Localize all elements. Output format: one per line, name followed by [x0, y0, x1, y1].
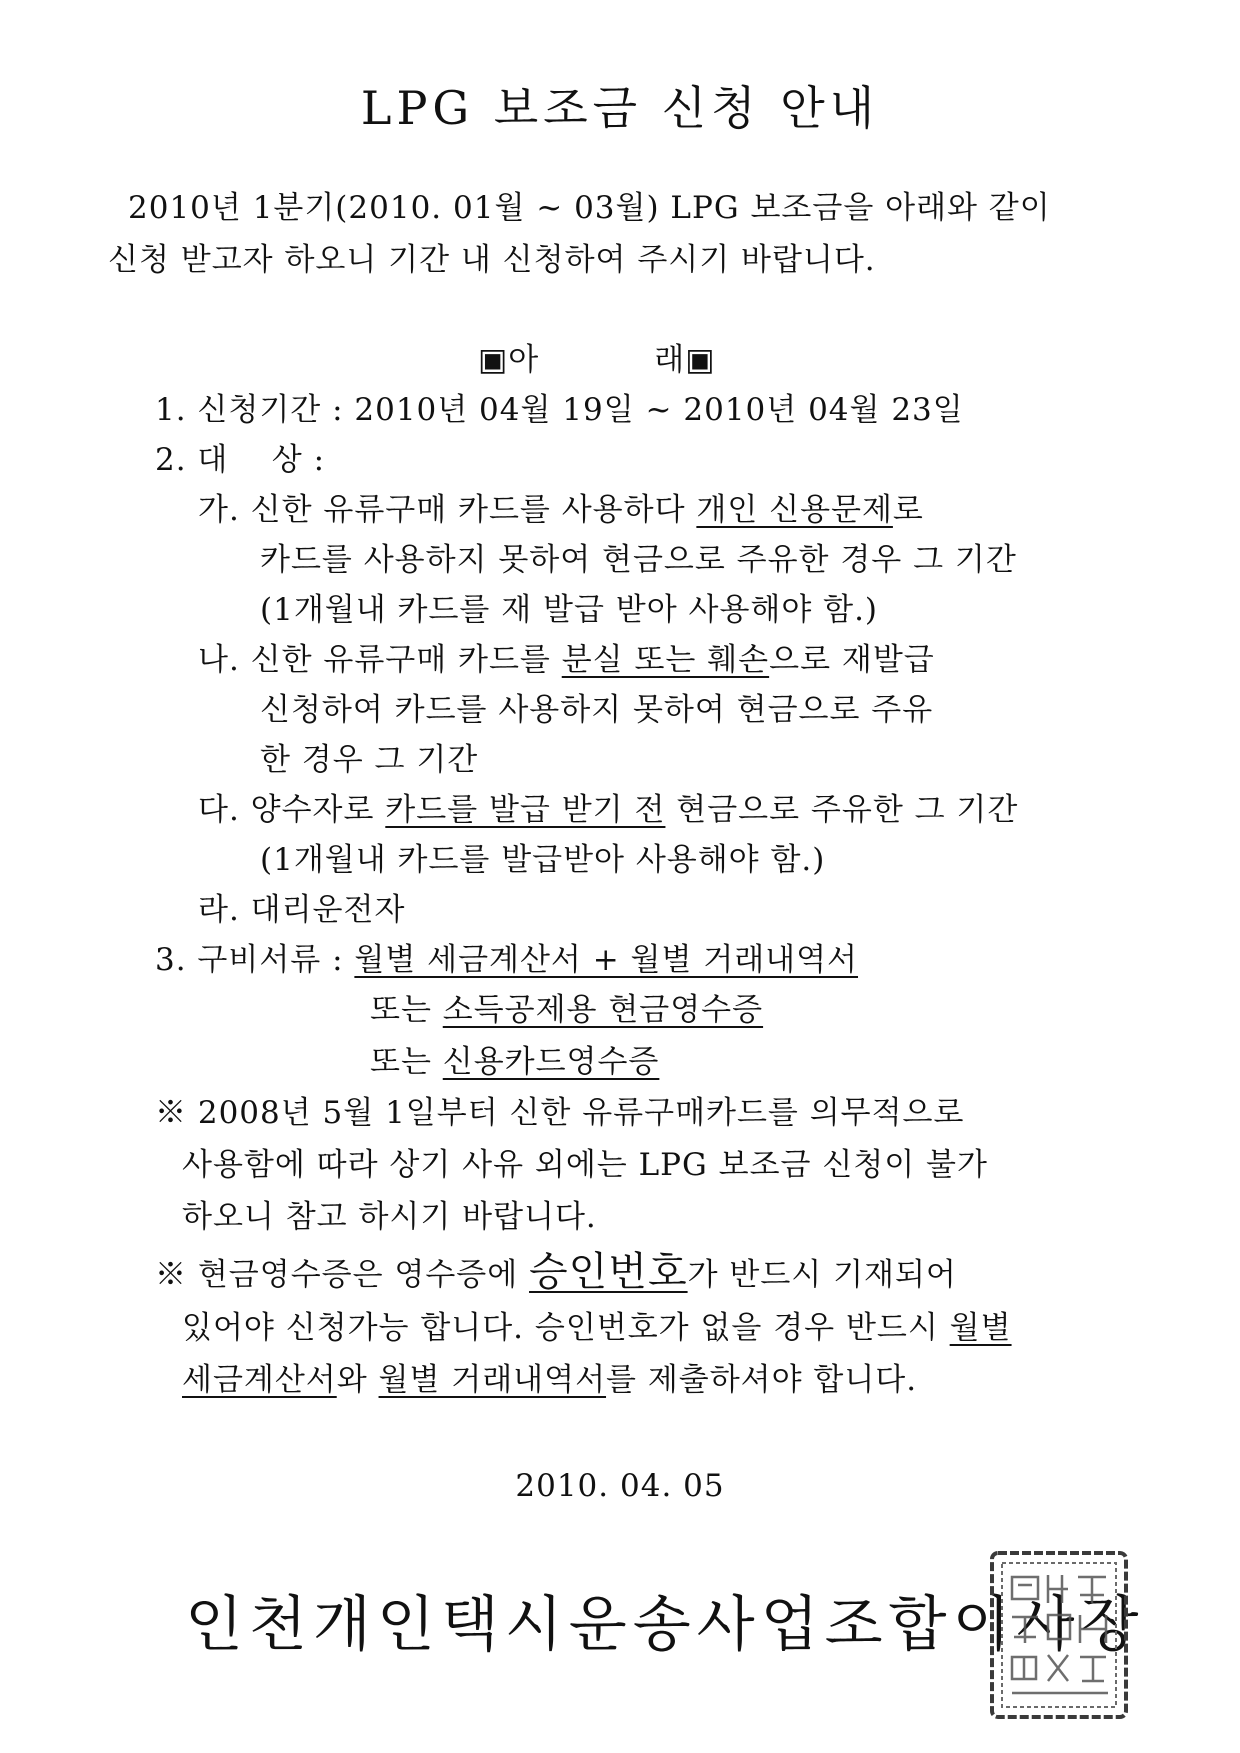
item-ga-line-1 — [198, 490, 924, 530]
intro-line-2: 신청 받고자 하오니 기간 내 신청하여 주시기 바랍니다. — [108, 242, 876, 278]
below-heading-right: 래▣ — [654, 342, 716, 378]
item-da-underlined: 카드를 발급 받기 전 — [385, 792, 666, 828]
below-heading-left: ▣아 — [478, 342, 540, 378]
item-na-line-1 — [198, 640, 935, 680]
item-documents-option-2: 소득공제용 현금영수증 — [442, 992, 764, 1028]
item-ra: 라. 대리운전자 — [198, 892, 406, 928]
item-target: 2. 대 상 : — [155, 442, 326, 478]
signature: 인천개인택시운송사업조합이사장 — [185, 1590, 1145, 1660]
note-2-tax-invoice: 세금계산서 — [182, 1362, 337, 1398]
note-1-line-1: ※ 2008년 5월 1일부터 신한 유류구매카드를 의무적으로 — [155, 1095, 965, 1131]
below-heading — [478, 340, 716, 380]
note-2-line-3-suffix: 를 제출하셔야 합니다. — [606, 1362, 918, 1398]
item-da-suffix: 현금으로 주유한 그 기간 — [665, 792, 1019, 828]
note-1-line-3: 하오니 참고 하시기 바랍니다. — [182, 1199, 597, 1235]
item-na-line-2: 신청하여 카드를 사용하지 못하여 현금으로 주유 — [260, 692, 934, 728]
item-documents-line-2 — [370, 990, 763, 1030]
document-date: 2010. 04. 05 — [515, 1468, 725, 1504]
note-2-line-2-text: 있어야 신청가능 합니다. 승인번호가 없을 경우 반드시 — [182, 1310, 950, 1346]
note-2-line-2-underlined: 월별 — [949, 1310, 1012, 1346]
item-ga-suffix: 로 — [892, 492, 924, 528]
item-ga-text: 가. 신한 유류구매 카드를 사용하다 — [198, 492, 697, 528]
note-2-transaction-statement: 월별 거래내역서 — [378, 1362, 607, 1398]
item-documents-option-3: 신용카드영수증 — [442, 1044, 660, 1080]
official-seal-icon — [984, 1545, 1134, 1725]
item-na-text: 나. 신한 유류구매 카드를 — [198, 642, 562, 678]
item-da-text: 다. 양수자로 — [198, 792, 386, 828]
item-na-underlined: 분실 또는 훼손 — [561, 642, 770, 678]
item-da-line-2: (1개월내 카드를 발급받아 사용해야 함.) — [260, 842, 826, 878]
item-documents-line-1 — [155, 940, 858, 980]
item-da-line-1 — [198, 790, 1018, 830]
item-documents-or-2: 또는 — [370, 1044, 443, 1080]
document-title: LPG 보조금 신청 안내 — [360, 81, 880, 135]
item-documents-or-1: 또는 — [370, 992, 443, 1028]
note-2-suffix: 가 반드시 기재되어 — [687, 1257, 957, 1293]
item-documents-label: 3. 구비서류 : — [155, 942, 355, 978]
note-2-line-3 — [182, 1360, 917, 1400]
note-2-and: 와 — [336, 1362, 379, 1398]
item-application-period: 1. 신청기간 : 2010년 04월 19일 ~ 2010년 04월 23일 — [155, 392, 964, 428]
note-1-line-2: 사용함에 따라 상기 사유 외에는 LPG 보조금 신청이 불가 — [182, 1147, 988, 1183]
item-documents-option-1: 월별 세금계산서 + 월별 거래내역서 — [354, 942, 859, 978]
item-na-line-3: 한 경우 그 기간 — [260, 742, 479, 778]
intro-line-1: 2010년 1분기(2010. 01월 ~ 03월) LPG 보조금을 아래와 같이 — [128, 190, 1051, 226]
note-2-line-2 — [182, 1308, 1012, 1348]
item-ga-underlined: 개인 신용문제 — [696, 492, 893, 528]
item-ga-line-3: (1개월내 카드를 재 발급 받아 사용해야 함.) — [260, 592, 879, 628]
item-na-suffix: 으로 재발급 — [769, 642, 935, 678]
note-2-approval-number: 승인번호 — [529, 1249, 688, 1295]
note-2-text: ※ 현금영수증은 영수증에 — [155, 1257, 530, 1293]
note-2-line-1 — [155, 1249, 957, 1295]
item-documents-line-3 — [370, 1042, 659, 1082]
item-ga-line-2: 카드를 사용하지 못하여 현금으로 주유한 경우 그 기간 — [260, 542, 1017, 578]
